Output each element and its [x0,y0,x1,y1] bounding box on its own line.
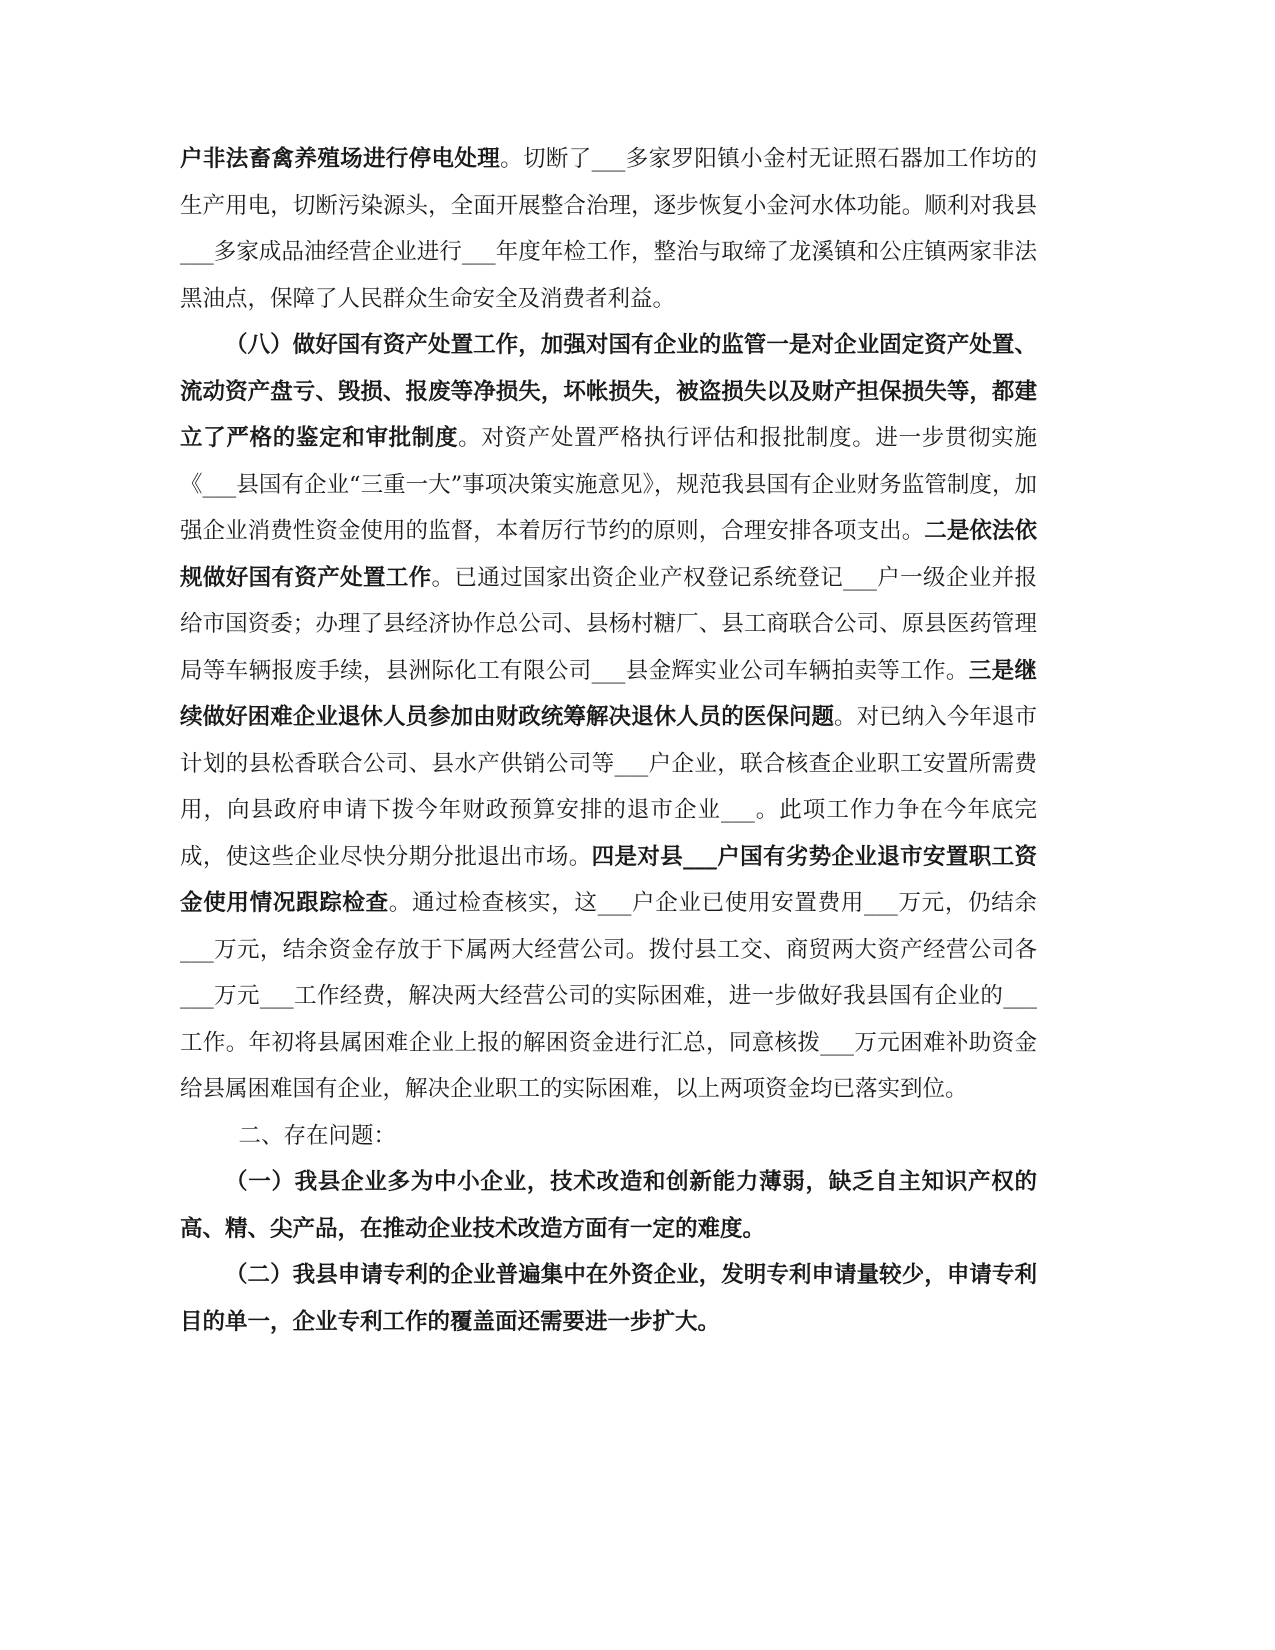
bold-run: 户非法畜禽养殖场进行停电处理 [180,146,501,172]
bold-run: 三是继续做好困难企业退休人员参加由财政统筹解决退休人员的医保问题 [180,657,1037,730]
paragraph-state-assets [180,322,1037,1113]
text-run: 。对资产处置严格执行评估和报批制度。进一步贯彻实施《___县国有企业“三重一大”事项决策实施意见》，规范我县国有企业财务监管制度，加强企业消费性资金使用的监督，本着厉行节约的原则，合理安排各项支出。 [180,425,1037,544]
problem-item-1: （一）我县企业多为中小企业，技术改造和创新能力薄弱，缺乏自主知识产权的高、精、尖产品，在推动企业技术改造方面有一定的难度。 [180,1169,1037,1242]
text-run: 。对已纳入今年退市计划的县松香联合公司、县水产供销公司等___户企业，联合核查企业职工安置所需费用，向县政府申请下拨今年财政预算安排的退市企业___。此项工作力争在今年底完成，使这些企业尽快分期分批退出市场。 [180,704,1037,870]
document-page [180,136,1037,1345]
text-run: 。通过检查核实，这___户企业已使用安置费用___万元，仍结余___万元，结余资金存放于下属两大经营公司。拨付县工交、商贸两大资产经营公司各___万元___工作经费，解决两大经营公司的实际困难，进一步做好我县国有企业的___工作。年初将县属困难企业上报的解困资金进行汇总，同意核拨___万元困难补助资金给县属困难国有企业，解决企业职工的实际困难，以上两项资金均已落实到位。 [180,890,1037,1102]
paragraph-continued [180,136,1037,322]
section-heading: 二、存在问题： [238,1122,397,1149]
text-run: 。已通过国家出资企业产权登记系统登记___户一级企业并报给市国资委；办理了县经济协作总公司、县杨村糖厂、县工商联合公司、原县医药管理局等车辆报废手续，县洲际化工有限公司___县金辉实业公司车辆拍卖等工作。 [180,564,1037,684]
bold-run: 四是对县___户国有劣势企业退市安置职工资金使用情况跟踪检查 [180,843,1037,916]
bold-run: （八）做好国有资产处置工作，加强对国有企业的监管一是对企业固定资产处置、流动资产盘亏、毁损、报废等净损失，坏帐损失，被盗损失以及财产担保损失等，都建立了严格的鉴定和审批制度 [180,332,1037,451]
text-run: 。切断了___多家罗阳镇小金村无证照石器加工作坊的生产用电，切断污染源头，全面开展整合治理，逐步恢复小金河水体功能。顺利对我县___多家成品油经营企业进行___年度年检工作，整治与取缔了龙溪镇和公庄镇两家非法黑油点，保障了人民群众生命安全及消费者利益。 [180,146,1037,312]
problem-item-2: （二）我县申请专利的企业普遍集中在外资企业，发明专利申请量较少，申请专利目的单一，企业专利工作的覆盖面还需要进一步扩大。 [180,1262,1037,1335]
bold-run: 二是依法依规做好国有资产处置工作 [180,518,1037,591]
